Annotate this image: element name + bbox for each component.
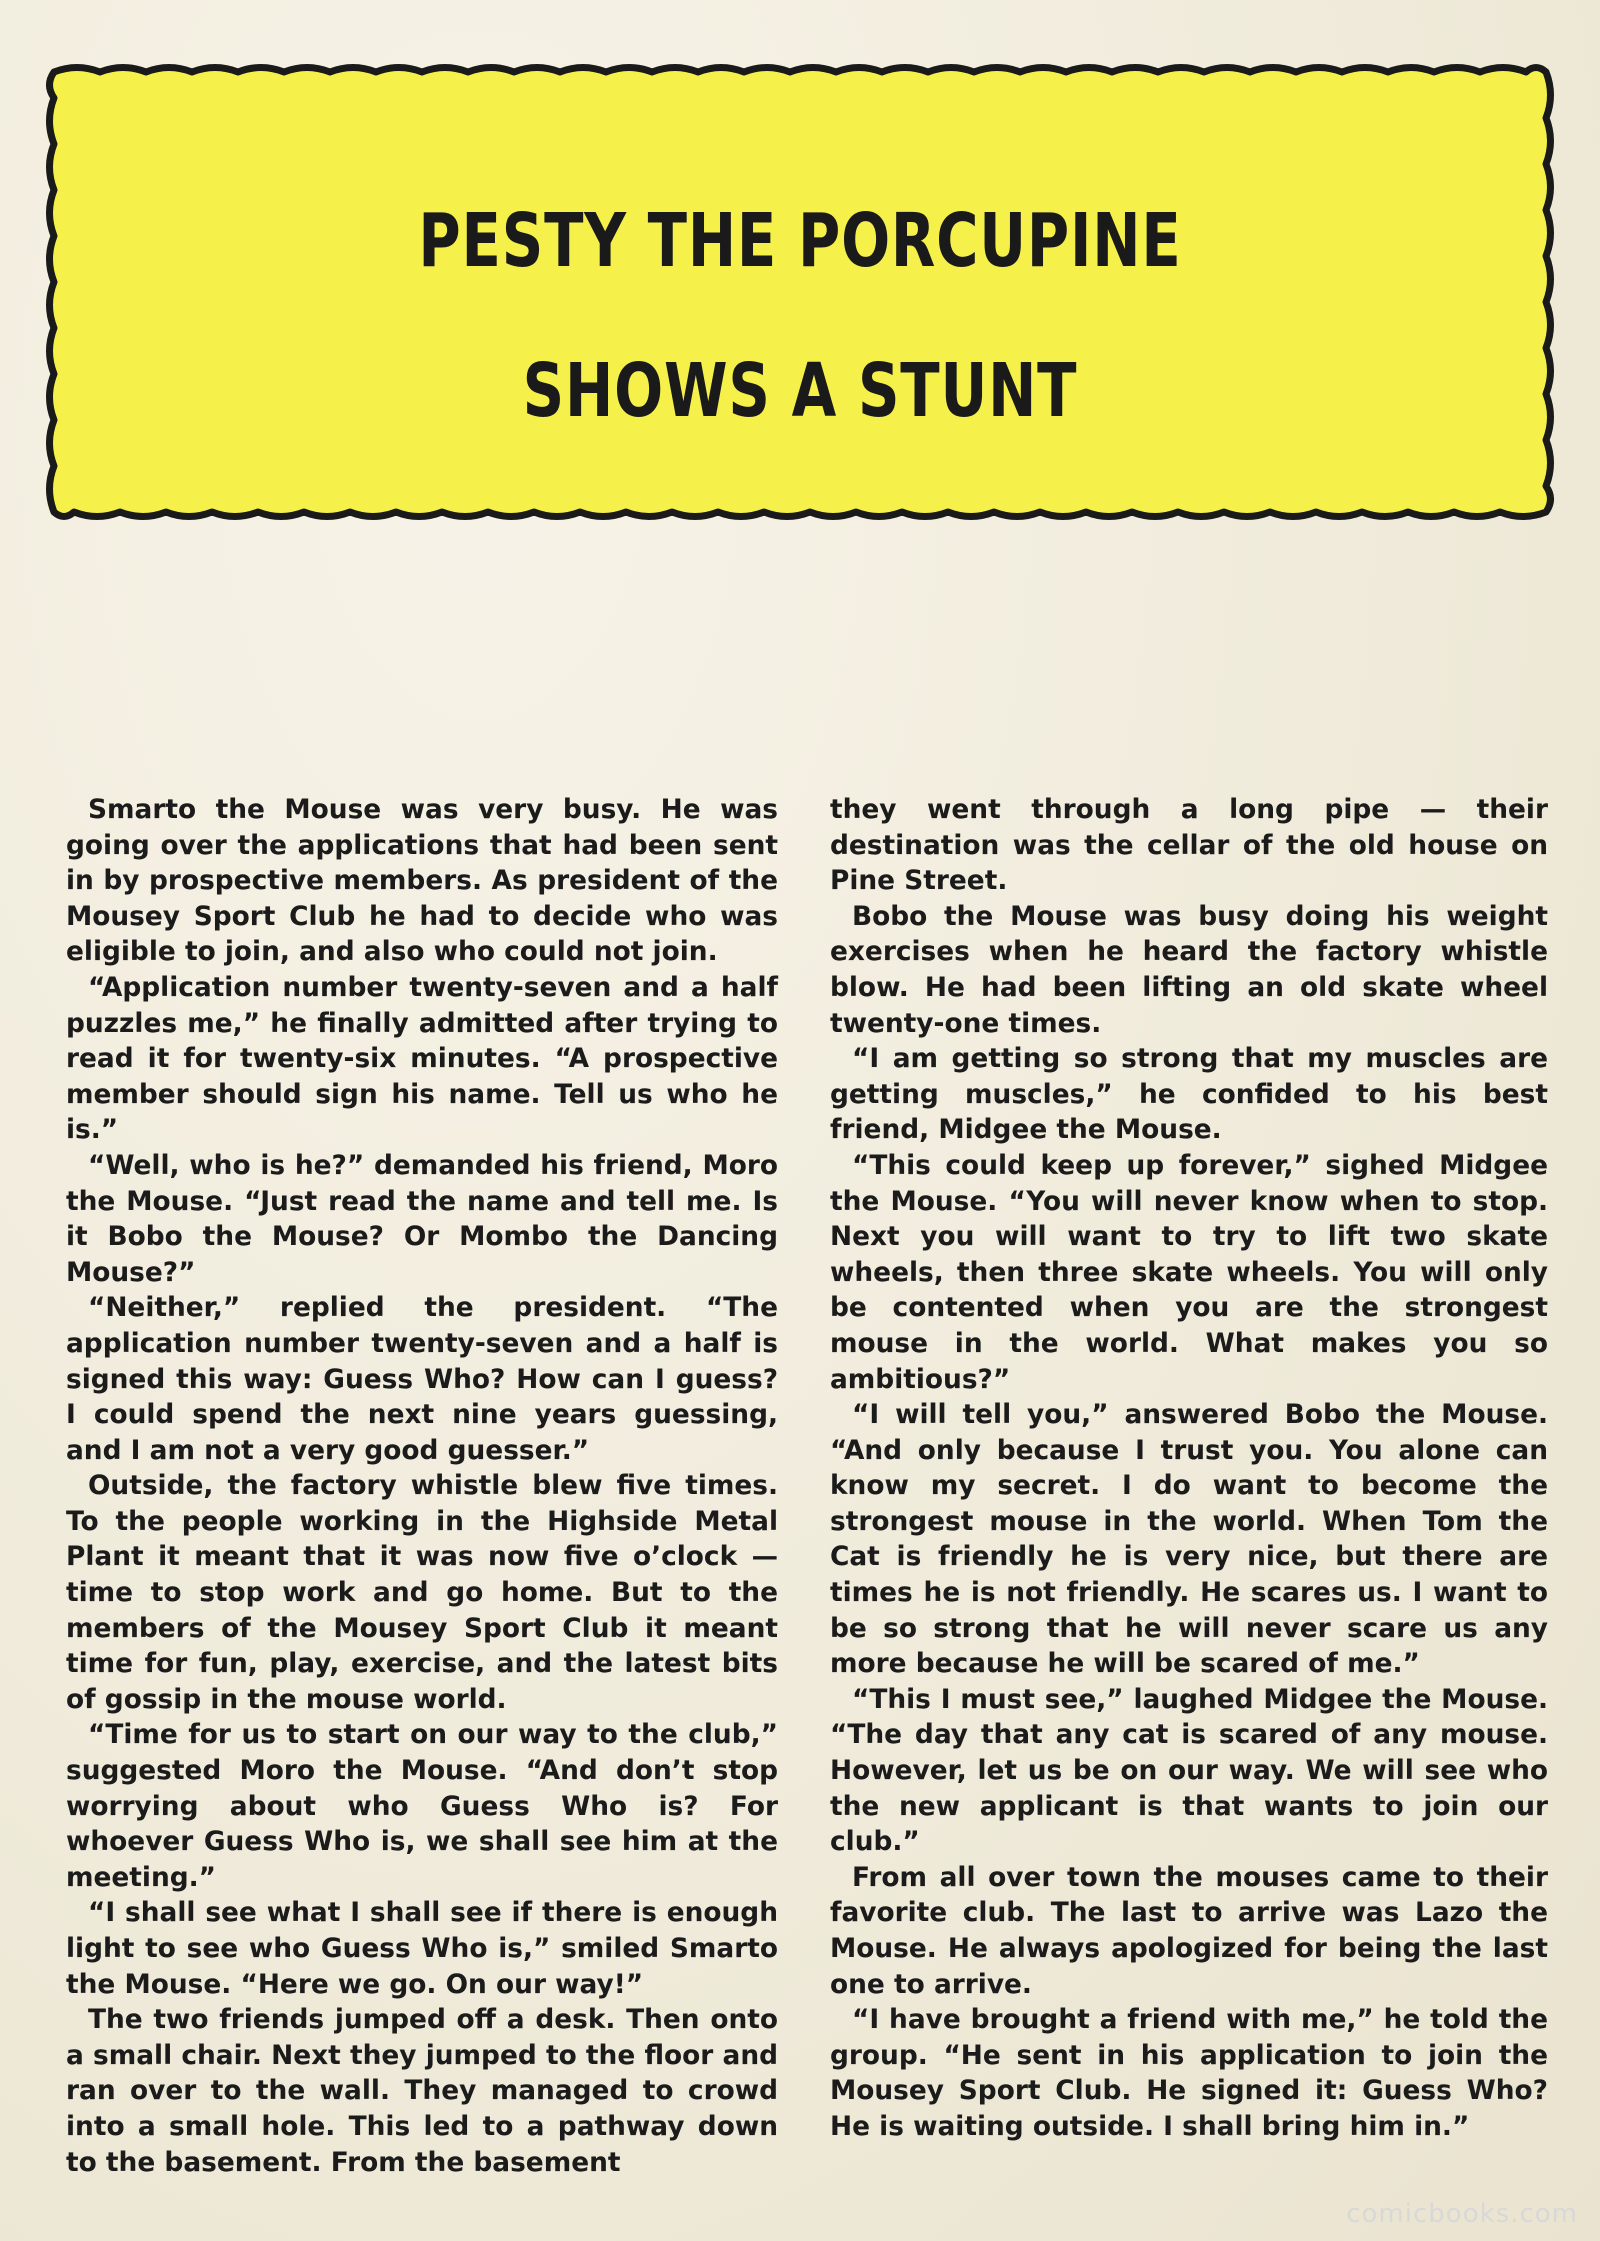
paragraph: “I will tell you,” answered Bobo the Mouse. “And only because I trust you. You alone can know my secret. I do want to become the strongest mouse in the world. When Tom the Cat is friendly he is very nice, but there are times he is not friendly. He scares us. I want to be so strong that he will never scare us any more because he will be scared of me.” [830,1399,1548,1680]
paragraph: The two friends jumped off a desk. Then onto a small chair. Next they jumped to the floor and ran over to the wall. They managed to crowd into a small hole. This led to a pathway down to the basement. From the basement [66,2004,778,2178]
paragraph: Bobo the Mouse was busy doing his weight exercises when he heard the factory whistle blow. He had been lifting an old skate wheel twenty-one times. [830,900,1548,1039]
paragraph: “I have brought a friend with me,” he told the group. “He sent in his application to join the Mousey Sport Club. He signed it: Guess Who? He is waiting outside. I shall bring him in.” [830,2004,1548,2142]
paragraph: “Application number twenty-seven and a half puzzles me,” he finally admitted after trying to read it for twenty-six minutes. “A prospective member should sign his name. Tell us who he is.” [66,971,778,1146]
story-column-right [830,792,1548,2145]
bleed-through-texture [60,530,780,790]
title-line-1: PESTY THE PORCUPINE [418,198,1182,284]
paragraph: they went through a long pipe — their destination was the cellar of the old house on Pine Street. [830,794,1548,897]
paragraph: From all over town the mouses came to their favorite club. The last to arrive was Lazo the Mouse. He always apologized for being the last one to arrive. [830,1861,1548,2000]
wavy-banner-shape [40,58,1560,526]
story-column-left [66,792,778,2180]
title-banner [40,58,1560,526]
paragraph: “Time for us to start on our way to the club,” suggested Moro the Mouse. “And don’t stop worrying about who Guess Who is? For whoever Guess Who is, we shall see him at the meeting.” [66,1719,778,1893]
paragraph: “This I must see,” laughed Midgee the Mouse. “The day that any cat is scared of any mouse. However, let us be on our way. We will see who the new applicant is that wants to join our club.” [830,1683,1548,1858]
paragraph: Outside, the factory whistle blew five times. To the people working in the Highside Metal Plant it meant that it was now five o’clock — time to stop work and go home. But to the members of the Mousey Sport Club it meant time for fun, play, exercise, and the latest bits of gossip in the mouse world. [66,1470,778,1715]
paragraph: “I am getting so strong that my muscles are getting muscles,” he confided to his best friend, Midgee the Mouse. [830,1043,1548,1146]
site-watermark: comicbooks.com [1346,2199,1578,2229]
title-line-2: SHOWS A STUNT [522,348,1078,434]
paragraph: “I shall see what I shall see if there is enough light to see who Guess Who is,” smiled Smarto the Mouse. “Here we go. On our way!” [66,1897,778,2000]
paragraph: Smarto the Mouse was very busy. He was going over the applications that had been sent in by prospective members. As president of the Mousey Sport Club he had to decide who was eligible to join, and also who could not join. [66,794,778,968]
paragraph: “This could keep up forever,” sighed Midgee the Mouse. “You will never know when to stop. Next you will want to try to lift two skate wheels, then three skate wheels. You will only be contented when you are the strongest mouse in the world. What makes you so ambitious?” [830,1149,1548,1395]
paragraph: “Neither,” replied the president. “The application number twenty-seven and a half is signed this way: Guess Who? How can I guess? I could spend the next nine years guessing, and I am not a very good guesser.” [66,1292,778,1466]
paragraph: “Well, who is he?” demanded his friend, Moro the Mouse. “Just read the name and tell me. Is it Bobo the Mouse? Or Mombo the Dancing Mouse?” [66,1149,778,1288]
